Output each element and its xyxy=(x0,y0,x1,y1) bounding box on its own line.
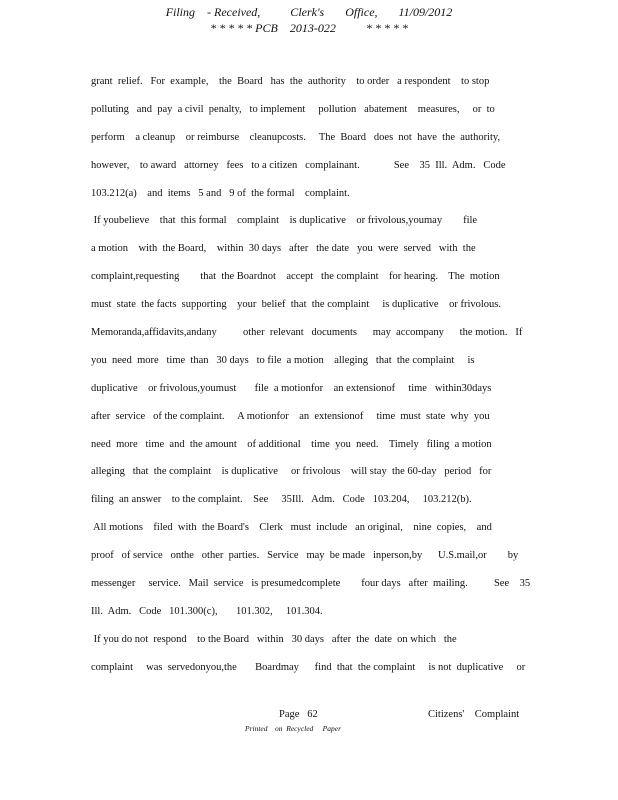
body-line: grant relief. For example, the Board has the authority to order a respondent to stop xyxy=(91,76,490,87)
body-line: If you do not respond to the Board within 30 days after the date on which the xyxy=(91,633,457,645)
recycled-paper-note: Printed on Recycled Paper xyxy=(245,724,342,733)
body-line: perform a cleanup or reimburse cleanupcosts. The Board does not have the authority, xyxy=(91,131,501,143)
body-line: Memoranda,affidavits,andany other relevant documents may accompany the motion. If xyxy=(91,327,523,339)
body-line: after service of the complaint. A motionfor an extensionof time must state why you xyxy=(91,410,490,422)
body-line: polluting and pay a civil penalty, to implement pollution abatement measures, or to xyxy=(91,103,495,115)
filing-stamp-line-1: Filing - Received, Clerk's Office, 11/09/2012 xyxy=(165,5,453,19)
body-line: messenger service. Mail service is presumedcomplete four days after mailing. See 35 xyxy=(91,578,531,590)
body-line: must state the facts supporting your belief that the complaint is duplicative or frivolous. xyxy=(91,299,502,311)
body-line: complaint was servedonyou,the Boardmay find that the complaint is not duplicative or xyxy=(91,661,526,673)
body-line: however, to award attorney fees to a citizen complainant. See 35 Ill. Adm. Code xyxy=(91,159,506,171)
body-line: If youbelieve that this formal complaint is duplicative or frivolous,youmay file xyxy=(91,215,478,227)
filing-stamp-line-2: * * * * * PCB 2013-022 * * * * * xyxy=(210,21,408,35)
body-line: need more time and the amount of additional time you need. Timely filing a motion xyxy=(91,438,492,450)
document-body xyxy=(91,68,531,682)
body-line: All motions filed with the Board's Clerk must include an original, nine copies, and xyxy=(91,522,492,534)
body-line: complaint,requesting that the Boardnot accept the complaint for hearing. The motion xyxy=(91,271,500,283)
body-line: Ill. Adm. Code 101.300(c), 101.302, 101.304. xyxy=(91,605,323,617)
body-line: 103.212(a) and items 5 and 9 of the formal complaint. xyxy=(91,187,350,199)
page-number: Page 62 xyxy=(279,709,318,720)
body-line: alleging that the complaint is duplicative or frivolous will stay the 60-day period for xyxy=(91,466,492,478)
body-line: filing an answer to the complaint. See 35Ill. Adm. Code 103.204, 103.212(b). xyxy=(91,494,472,506)
body-line: you need more time than 30 days to file a motion alleging that the complaint is xyxy=(91,354,475,366)
document-title: Citizens' Complaint xyxy=(428,709,520,720)
body-line: proof of service onthe other parties. Service may be made inperson,by U.S.mail,or by xyxy=(91,550,519,562)
body-line: a motion with the Board, within 30 days after the date you were served with the xyxy=(91,243,476,255)
body-line: duplicative or frivolous,youmust file a motionfor an extensionof time within30days xyxy=(91,382,492,394)
